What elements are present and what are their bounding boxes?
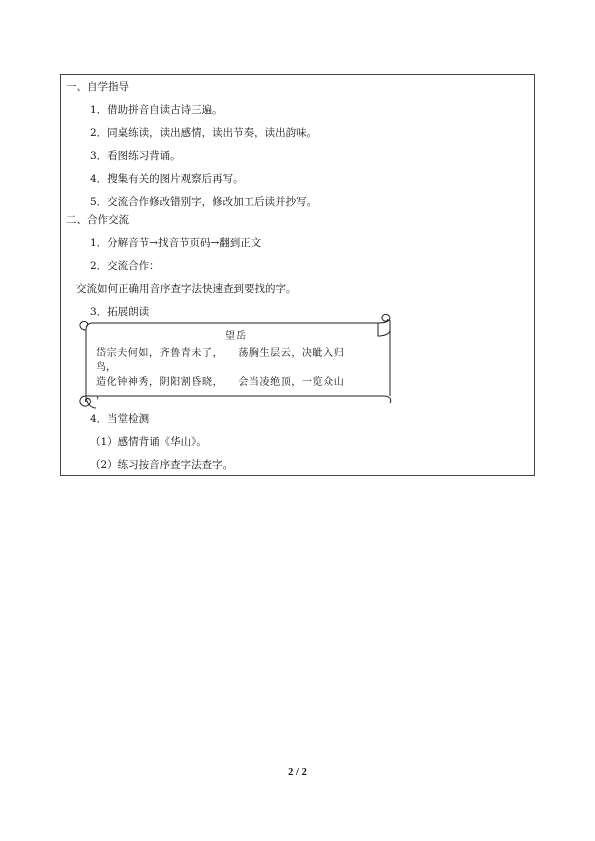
poem-scroll <box>78 314 394 410</box>
poem-line: 岱宗夫何如，齐鲁青未了， 荡胸生层云，决眦入归 <box>96 348 345 359</box>
poem-line: 造化钟神秀，阴阳割昏晓， 会当凌绝顶，一览众山 <box>96 377 345 388</box>
step-item: 3．拓展朗读 <box>90 306 150 318</box>
poem-line-wrap: 鸟， <box>96 362 116 373</box>
step-item: 2．交流合作： <box>90 260 160 272</box>
step-detail: 交流如何正确用音序查字法快速查到要找的字。 <box>76 283 297 295</box>
poem-title: 望岳 <box>225 331 247 342</box>
step-item: 1．分解音节→找音节页码→翻到正文 <box>90 237 262 249</box>
list-item: 3．看图练习背诵。 <box>90 150 181 162</box>
list-item: 4．搜集有关的图片观察后再写。 <box>90 173 244 185</box>
page-number: 2 / 2 <box>288 767 307 778</box>
check-item: （1）感情背诵《华山》。 <box>90 436 207 448</box>
list-item: 1．借助拼音自读古诗三遍。 <box>90 104 223 116</box>
list-item: 2．同桌练读，读出感情，读出节奏，读出韵味。 <box>90 127 318 139</box>
check-item: （2）练习按音序查字法查字。 <box>90 459 234 471</box>
step-item: 4．当堂检测 <box>90 413 150 425</box>
poem-line-wrap: ， <box>96 390 106 401</box>
list-item: 5．交流合作修改错别字，修改加工后读并抄写。 <box>90 196 318 208</box>
section-heading-cooperation: 二、合作交流 <box>66 214 129 226</box>
section-heading-self-study: 一、自学指导 <box>66 81 129 93</box>
